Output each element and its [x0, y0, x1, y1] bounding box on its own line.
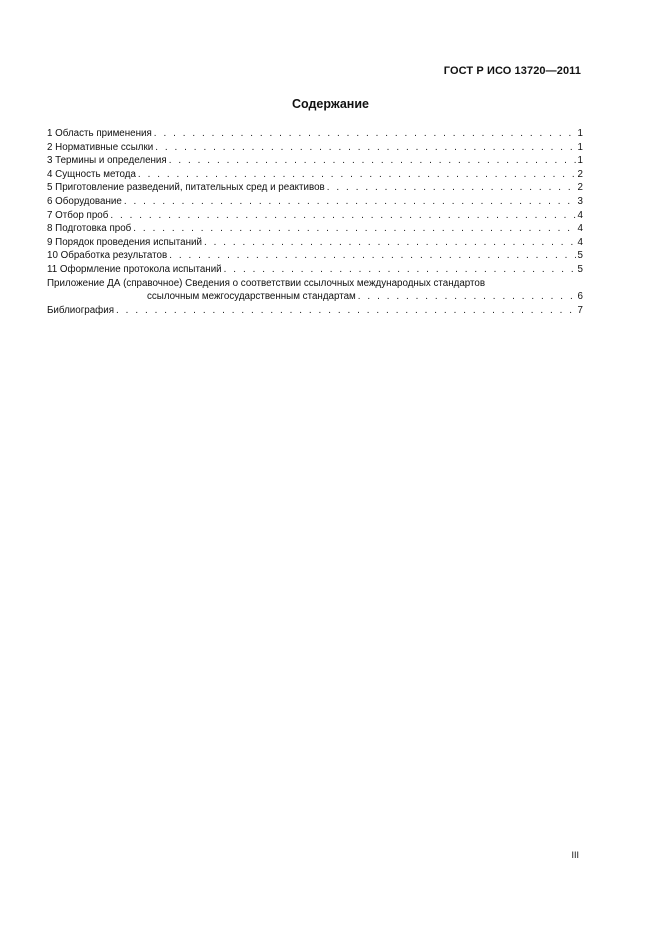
toc-entry[interactable]	[47, 154, 583, 168]
toc-bibliography[interactable]	[47, 304, 583, 318]
dot-leader	[204, 236, 576, 250]
dot-leader	[327, 181, 576, 195]
toc-entry[interactable]	[47, 209, 583, 223]
toc-appendix-title: Приложение ДА (справочное) Сведения о соответствии ссылочных международных стандартов	[47, 277, 486, 289]
table-of-contents	[47, 127, 583, 317]
toc-entry-title: 1 Область применения	[47, 128, 152, 139]
toc-entry-title: 9 Порядок проведения испытаний	[47, 236, 202, 248]
toc-entry-page: 2	[577, 182, 583, 194]
toc-entry-page: 1	[577, 141, 583, 153]
toc-appendix-line1[interactable]	[47, 277, 583, 291]
toc-entry-page: 1	[577, 128, 583, 139]
dot-leader	[154, 127, 576, 141]
toc-entry[interactable]	[47, 168, 583, 182]
toc-bibliography-page: 7	[577, 304, 583, 316]
toc-appendix-page: 6	[577, 291, 583, 303]
toc-entry-page: 5	[577, 250, 583, 262]
toc-entry-page: 5	[577, 263, 583, 275]
toc-entry-title: 11 Оформление протокола испытаний	[47, 263, 222, 275]
toc-entry-page: 3	[577, 195, 583, 207]
toc-entry-title: 5 Приготовление разведений, питательных сред и реактивов	[47, 182, 325, 194]
toc-entry-page: 1	[577, 155, 583, 167]
document-code: ГОСТ Р ИСО 13720—2011	[443, 65, 581, 77]
toc-bibliography-title: Библиография	[47, 304, 115, 316]
dot-leader	[358, 290, 576, 304]
toc-entry-title: 3 Термины и определения	[47, 155, 167, 167]
toc-entry[interactable]	[47, 236, 583, 250]
toc-entry-page: 2	[577, 168, 583, 180]
dot-leader	[224, 263, 576, 277]
dot-leader	[110, 209, 575, 223]
toc-entry-title: 4 Сущность метода	[47, 168, 136, 180]
toc-entry[interactable]	[47, 127, 583, 141]
toc-entry[interactable]	[47, 181, 583, 195]
toc-heading: Содержание	[291, 97, 369, 111]
dot-leader	[116, 304, 576, 318]
toc-entry-title: 6 Оборудование	[47, 195, 122, 207]
toc-appendix-line2[interactable]	[47, 290, 583, 304]
toc-entry-page: 4	[577, 236, 583, 248]
dot-leader	[155, 141, 575, 155]
toc-entry[interactable]	[47, 249, 583, 263]
toc-entry[interactable]	[47, 141, 583, 155]
dot-leader	[138, 168, 576, 182]
dot-leader	[169, 154, 576, 168]
toc-entry-title: 8 Подготовка проб	[47, 223, 132, 235]
toc-entry[interactable]	[47, 195, 583, 209]
toc-entry-title: 7 Отбор проб	[47, 209, 109, 221]
toc-entry[interactable]	[47, 263, 583, 277]
toc-entry-page: 4	[577, 209, 583, 221]
dot-leader	[124, 195, 576, 209]
toc-appendix-title-cont: ссылочным межгосударственным стандартам	[147, 291, 356, 303]
page-number: III	[571, 850, 579, 860]
dot-leader	[169, 249, 575, 263]
toc-entry[interactable]	[47, 222, 583, 236]
dot-leader	[133, 222, 575, 236]
toc-entry-title: 10 Обработка результатов	[47, 250, 168, 262]
toc-entry-page: 4	[577, 223, 583, 235]
toc-entry-title: 2 Нормативные ссылки	[47, 141, 154, 153]
